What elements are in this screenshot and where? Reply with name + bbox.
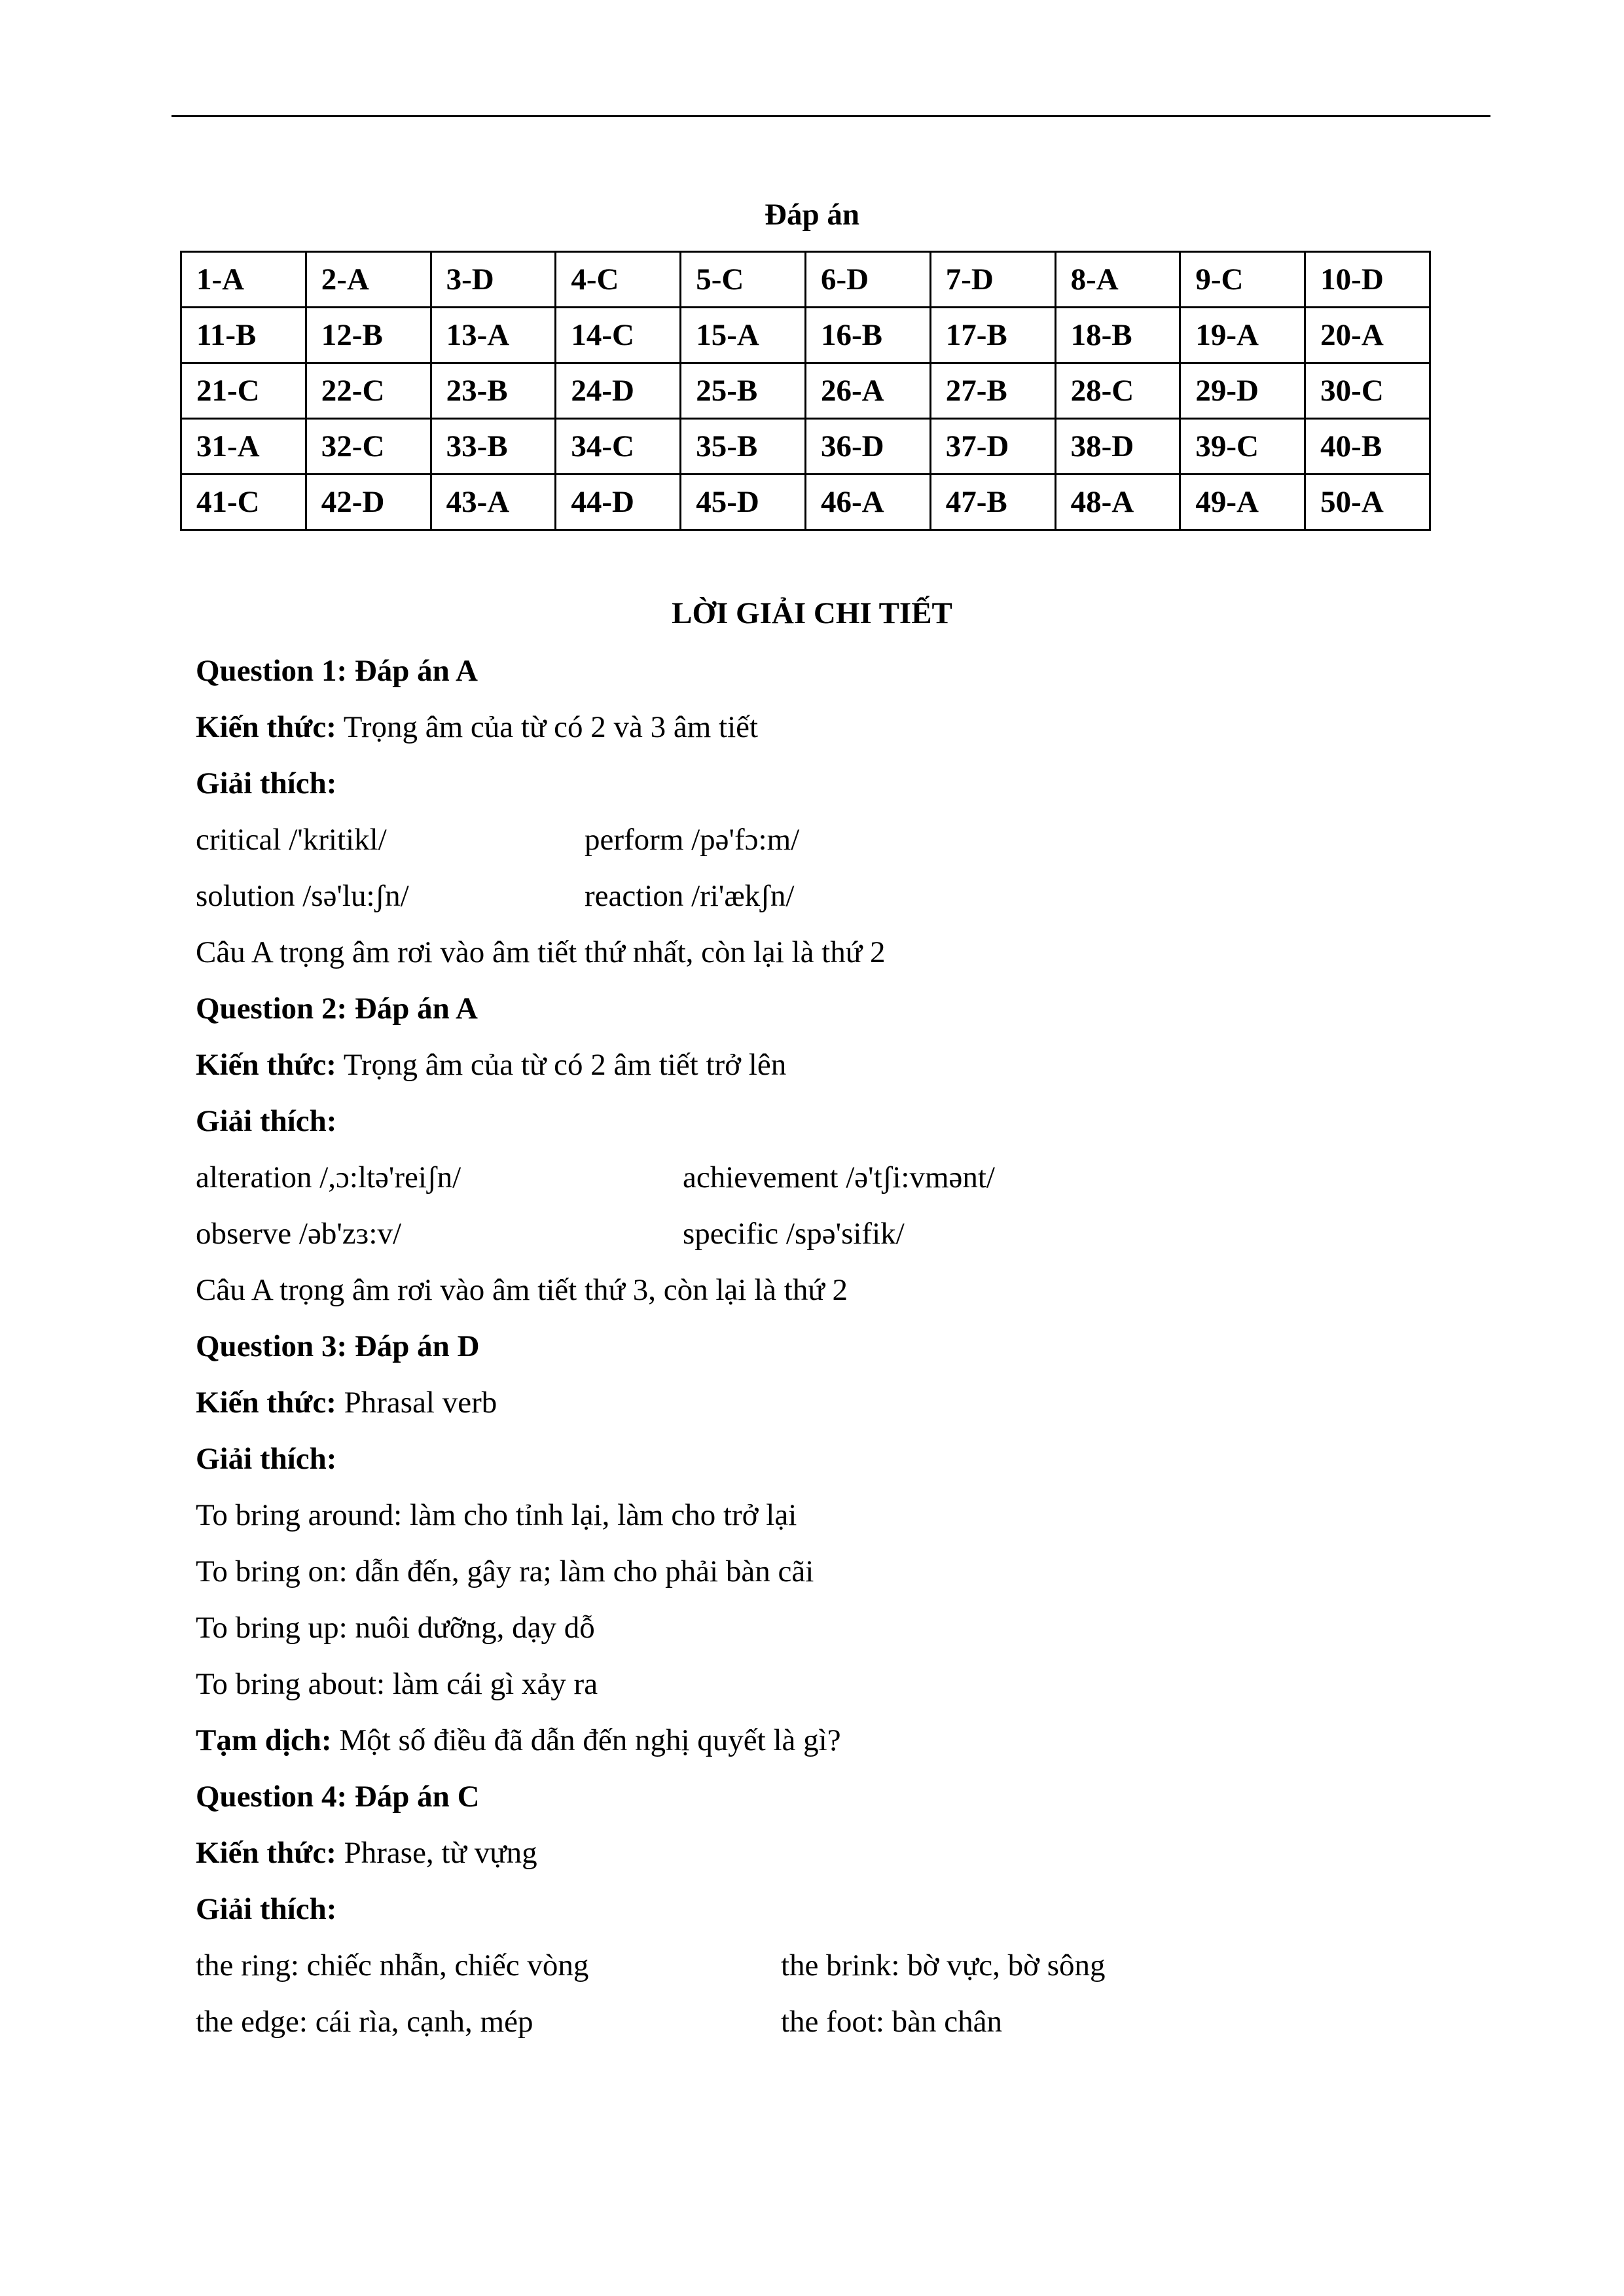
answer-cell: 40-B — [1305, 419, 1430, 475]
question-1-pair-row: critical /'kritikl/ perform /pə'fɔ:m/ — [196, 823, 800, 857]
question-3-line: To bring about: làm cái gì xảy ra — [196, 1667, 598, 1701]
answer-cell: 23-B — [431, 363, 556, 419]
answer-cell: 22-C — [306, 363, 431, 419]
answer-cell: 31-A — [181, 419, 306, 475]
answer-cell: 49-A — [1180, 475, 1305, 530]
answer-cell: 38-D — [1055, 419, 1180, 475]
question-3-line: To bring up: nuôi dưỡng, dạy dỗ — [196, 1611, 595, 1645]
answer-cell: 37-D — [930, 419, 1055, 475]
answer-row — [181, 308, 1430, 363]
answer-cell: 2-A — [306, 252, 431, 308]
answer-cell: 25-B — [681, 363, 806, 419]
answer-cell: 33-B — [431, 419, 556, 475]
answer-cell: 44-D — [556, 475, 681, 530]
answer-cell: 20-A — [1305, 308, 1430, 363]
answer-cell: 3-D — [431, 252, 556, 308]
answer-cell: 13-A — [431, 308, 556, 363]
answer-cell: 18-B — [1055, 308, 1180, 363]
answer-cell: 39-C — [1180, 419, 1305, 475]
answer-key-title: Đáp án — [765, 198, 859, 232]
answer-cell: 30-C — [1305, 363, 1430, 419]
answer-cell: 41-C — [181, 475, 306, 530]
answer-cell: 7-D — [930, 252, 1055, 308]
answer-cell: 35-B — [681, 419, 806, 475]
answer-cell: 28-C — [1055, 363, 1180, 419]
question-3-line: To bring around: làm cho tỉnh lại, làm cho trở lại — [196, 1498, 797, 1532]
answer-cell: 21-C — [181, 363, 306, 419]
question-1-explanation-label: Giải thích: — [196, 766, 337, 800]
question-2-pair-row: alteration /,ɔ:ltə'reiʃn/ achievement /ə'tʃi:vmənt/ — [196, 1160, 995, 1194]
question-3-translation: Tạm dịch: Một số điều đã dẫn đến nghị quyết là gì? — [196, 1723, 841, 1757]
question-1-knowledge: Kiến thức: Trọng âm của từ có 2 và 3 âm tiết — [196, 710, 759, 744]
answer-row — [181, 252, 1430, 308]
answer-cell: 42-D — [306, 475, 431, 530]
answer-cell: 32-C — [306, 419, 431, 475]
question-2-explanation-label: Giải thích: — [196, 1104, 337, 1138]
answer-cell: 8-A — [1055, 252, 1180, 308]
question-2-knowledge: Kiến thức: Trọng âm của từ có 2 âm tiết trở lên — [196, 1048, 787, 1082]
solutions-content — [196, 651, 1453, 2058]
answer-cell: 19-A — [1180, 308, 1305, 363]
answer-cell: 24-D — [556, 363, 681, 419]
answer-cell: 11-B — [181, 308, 306, 363]
question-1-conclusion: Câu A trọng âm rơi vào âm tiết thứ nhất, còn lại là thứ 2 — [196, 935, 886, 969]
answer-cell: 6-D — [805, 252, 930, 308]
answer-row — [181, 363, 1430, 419]
answer-row — [181, 475, 1430, 530]
answer-row — [181, 419, 1430, 475]
answer-cell: 48-A — [1055, 475, 1180, 530]
answer-cell: 4-C — [556, 252, 681, 308]
header-rule — [171, 115, 1490, 117]
question-2-heading: Question 2: Đáp án A — [196, 992, 478, 1026]
answer-cell: 43-A — [431, 475, 556, 530]
answer-cell: 26-A — [805, 363, 930, 419]
answer-cell: 47-B — [930, 475, 1055, 530]
answer-cell: 15-A — [681, 308, 806, 363]
question-4-pair-row: the edge: cái rìa, cạnh, mép the foot: bàn chân — [196, 2005, 1003, 2039]
answer-cell: 17-B — [930, 308, 1055, 363]
question-3-explanation-label: Giải thích: — [196, 1442, 337, 1476]
question-3-heading: Question 3: Đáp án D — [196, 1329, 480, 1363]
answer-cell: 9-C — [1180, 252, 1305, 308]
answer-cell: 1-A — [181, 252, 306, 308]
question-4-explanation-label: Giải thích: — [196, 1892, 337, 1926]
answer-cell: 14-C — [556, 308, 681, 363]
answer-cell: 45-D — [681, 475, 806, 530]
question-3-line: To bring on: dẫn đến, gây ra; làm cho phải bàn cãi — [196, 1554, 814, 1588]
question-4-knowledge: Kiến thức: Phrase, từ vựng — [196, 1836, 537, 1870]
question-1-pair-row: solution /sə'lu:ʃn/ reaction /ri'ækʃn/ — [196, 879, 795, 913]
question-4-heading: Question 4: Đáp án C — [196, 1780, 480, 1814]
question-2-conclusion: Câu A trọng âm rơi vào âm tiết thứ 3, còn lại là thứ 2 — [196, 1273, 848, 1307]
answer-cell: 34-C — [556, 419, 681, 475]
question-3-knowledge: Kiến thức: Phrasal verb — [196, 1386, 497, 1420]
answer-cell: 50-A — [1305, 475, 1430, 530]
question-4-pair-row: the ring: chiếc nhẫn, chiếc vòng the brink: bờ vực, bờ sông — [196, 1948, 1106, 1982]
answer-cell: 27-B — [930, 363, 1055, 419]
question-1-heading: Question 1: Đáp án A — [196, 654, 478, 688]
answer-cell: 12-B — [306, 308, 431, 363]
answer-key-table — [180, 251, 1431, 531]
answer-cell: 16-B — [805, 308, 930, 363]
answer-cell: 29-D — [1180, 363, 1305, 419]
answer-cell: 5-C — [681, 252, 806, 308]
answer-cell: 10-D — [1305, 252, 1430, 308]
question-2-pair-row: observe /əb'zɜ:v/ specific /spə'sifik/ — [196, 1217, 905, 1251]
answer-cell: 36-D — [805, 419, 930, 475]
solutions-title: LỜI GIẢI CHI TIẾT — [672, 596, 952, 630]
answer-cell: 46-A — [805, 475, 930, 530]
